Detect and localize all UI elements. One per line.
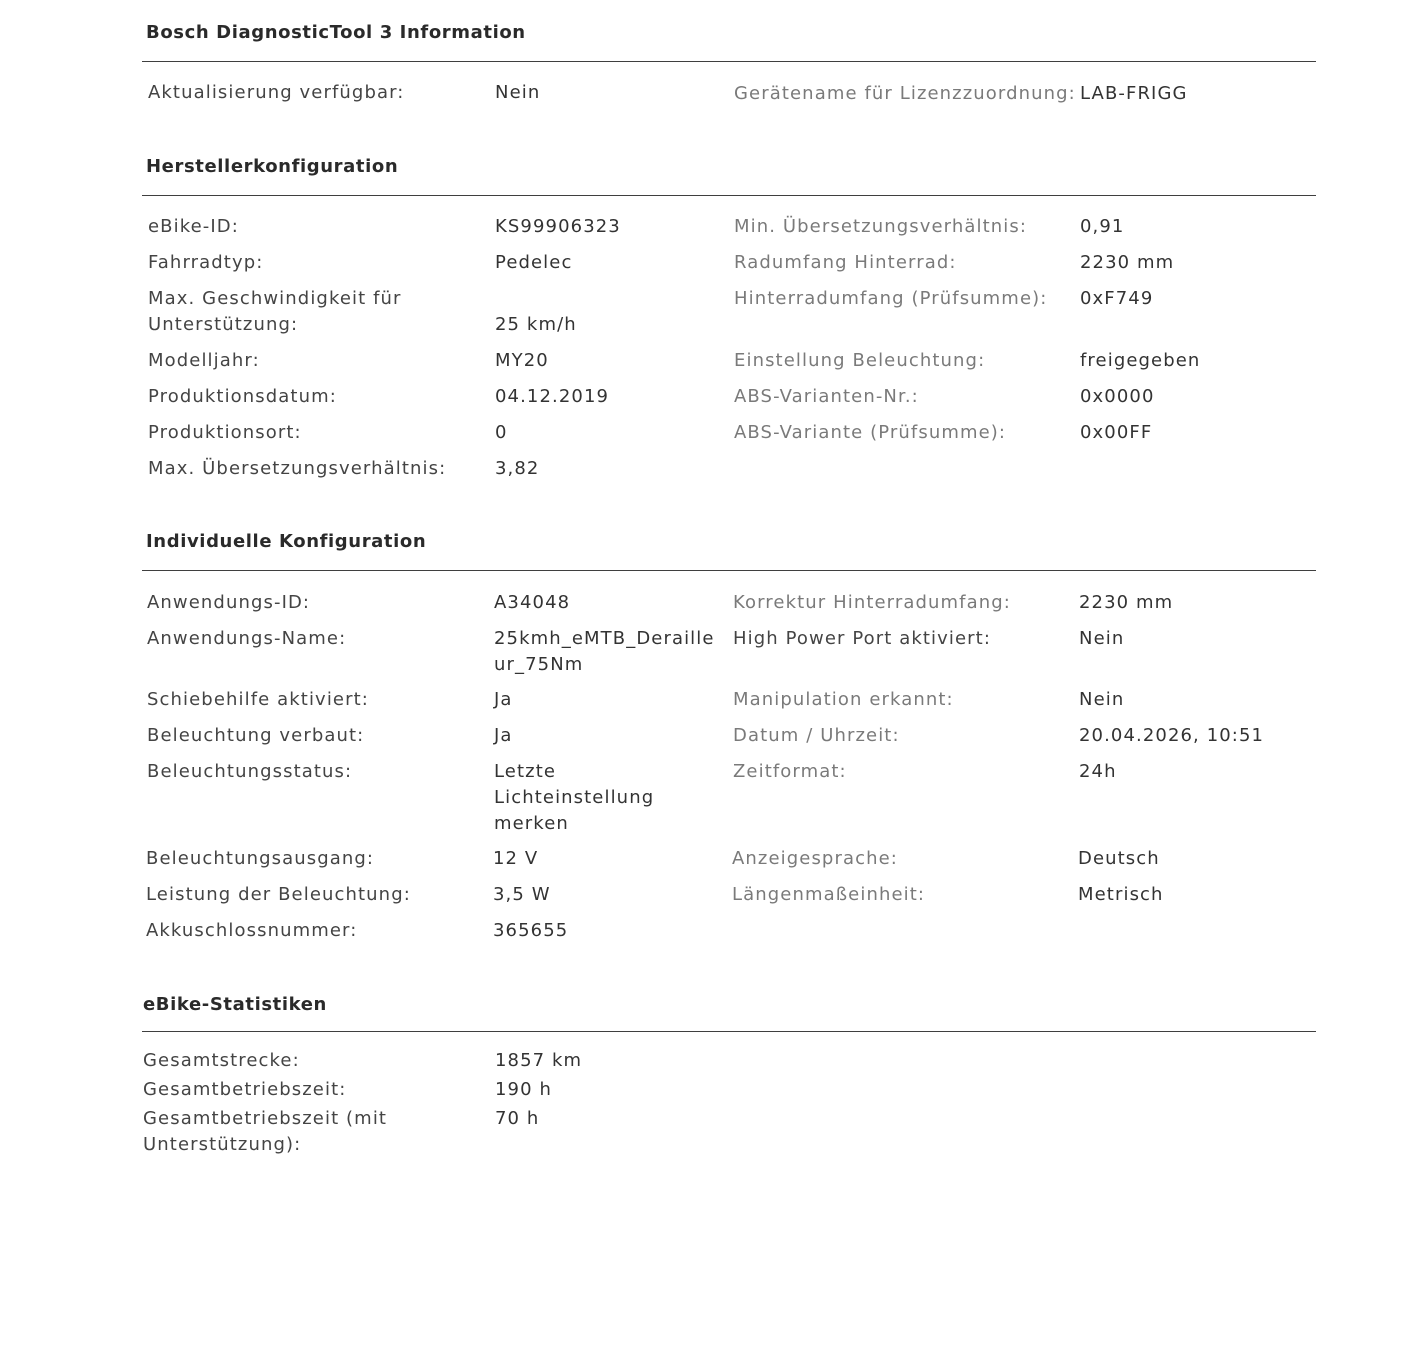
model-year-label: Modelljahr: bbox=[148, 350, 260, 371]
display-language-label: Anzeigesprache: bbox=[732, 848, 898, 869]
manipulation-detected-label: Manipulation erkannt: bbox=[733, 689, 954, 710]
display-language-value: Deutsch bbox=[1078, 848, 1160, 869]
section-title-statistics: eBike-Statistiken bbox=[143, 994, 327, 1015]
abs-variant-no-value: 0x0000 bbox=[1080, 386, 1155, 407]
wheel-checksum-label: Hinterradumfang (Prüfsumme): bbox=[734, 288, 1048, 309]
ebike-id-label: eBike-ID: bbox=[148, 216, 239, 237]
total-operating-time-value: 190 h bbox=[495, 1079, 552, 1100]
length-unit-label: Längenmaßeinheit: bbox=[732, 884, 926, 905]
section-divider bbox=[142, 570, 1316, 571]
lighting-status-value: Letzte Lichteinstellung merken bbox=[494, 761, 655, 834]
lighting-status-label: Beleuchtungsstatus: bbox=[147, 761, 353, 782]
max-speed-label: Max. Geschwindigkeit für Unterstützung: bbox=[148, 288, 402, 335]
high-power-port-value: Nein bbox=[1079, 628, 1125, 649]
assisted-operating-time-label: Gesamtbetriebszeit (mit Unterstützung): bbox=[143, 1108, 388, 1155]
time-format-label: Zeitformat: bbox=[733, 761, 847, 782]
push-assist-label: Schiebehilfe aktiviert: bbox=[147, 689, 369, 710]
lighting-output-label: Beleuchtungsausgang: bbox=[146, 848, 375, 869]
wheel-circumference-value: 2230 mm bbox=[1080, 252, 1175, 273]
lighting-power-label: Leistung der Beleuchtung: bbox=[146, 884, 411, 905]
production-site-value: 0 bbox=[495, 422, 508, 443]
update-available-label: Aktualisierung verfügbar: bbox=[148, 82, 405, 103]
application-id-label: Anwendungs-ID: bbox=[147, 592, 311, 613]
date-time-label: Datum / Uhrzeit: bbox=[733, 725, 900, 746]
lighting-setting-label: Einstellung Beleuchtung: bbox=[734, 350, 986, 371]
push-assist-value: Ja bbox=[494, 689, 513, 710]
length-unit-value: Metrisch bbox=[1078, 884, 1164, 905]
battery-lock-number-value: 365655 bbox=[493, 920, 569, 941]
assisted-operating-time-value: 70 h bbox=[495, 1108, 540, 1129]
production-date-value: 04.12.2019 bbox=[495, 386, 610, 407]
wheel-correction-label: Korrektur Hinterradumfang: bbox=[733, 592, 1011, 613]
date-time-value: 20.04.2026, 10:51 bbox=[1079, 725, 1265, 746]
section-title-individual: Individuelle Konfiguration bbox=[146, 531, 427, 552]
high-power-port-label: High Power Port aktiviert: bbox=[733, 628, 992, 649]
abs-variant-checksum-value: 0x00FF bbox=[1080, 422, 1153, 443]
device-name-value: LAB-FRIGG bbox=[1080, 83, 1188, 104]
time-format-value: 24h bbox=[1079, 761, 1117, 782]
production-site-label: Produktionsort: bbox=[148, 422, 302, 443]
abs-variant-checksum-label: ABS-Variante (Prüfsumme): bbox=[734, 422, 1007, 443]
section-title-tool-info: Bosch DiagnosticTool 3 Information bbox=[146, 22, 526, 43]
min-gear-ratio-label: Min. Übersetzungsverhältnis: bbox=[734, 216, 1027, 237]
production-date-label: Produktionsdatum: bbox=[148, 386, 337, 407]
wheel-checksum-value: 0xF749 bbox=[1080, 288, 1154, 309]
battery-lock-number-label: Akkuschlossnummer: bbox=[146, 920, 358, 941]
lighting-installed-label: Beleuchtung verbaut: bbox=[147, 725, 365, 746]
device-name-label: Gerätename für Lizenzzuordnung: bbox=[734, 83, 1076, 104]
min-gear-ratio-value: 0,91 bbox=[1080, 216, 1125, 237]
application-name-label: Anwendungs-Name: bbox=[147, 628, 347, 649]
total-operating-time-label: Gesamtbetriebszeit: bbox=[143, 1079, 347, 1100]
max-speed-value: 25 km/h bbox=[495, 314, 577, 335]
section-divider bbox=[142, 61, 1316, 62]
model-year-value: MY20 bbox=[495, 350, 549, 371]
section-title-manufacturer: Herstellerkonfiguration bbox=[146, 156, 399, 177]
ebike-id-value: KS99906323 bbox=[495, 216, 621, 237]
application-name-value: 25kmh_eMTB_Derailleur_75Nm bbox=[494, 628, 715, 675]
max-gear-ratio-value: 3,82 bbox=[495, 458, 540, 479]
lighting-power-value: 3,5 W bbox=[493, 884, 551, 905]
abs-variant-no-label: ABS-Varianten-Nr.: bbox=[734, 386, 919, 407]
lighting-installed-value: Ja bbox=[494, 725, 513, 746]
bike-type-label: Fahrradtyp: bbox=[148, 252, 264, 273]
bike-type-value: Pedelec bbox=[495, 252, 573, 273]
section-divider bbox=[142, 1031, 1316, 1032]
application-id-value: A34048 bbox=[494, 592, 571, 613]
wheel-correction-value: 2230 mm bbox=[1079, 592, 1174, 613]
lighting-output-value: 12 V bbox=[493, 848, 539, 869]
total-distance-label: Gesamtstrecke: bbox=[143, 1050, 300, 1071]
total-distance-value: 1857 km bbox=[495, 1050, 583, 1071]
manipulation-detected-value: Nein bbox=[1079, 689, 1125, 710]
wheel-circumference-label: Radumfang Hinterrad: bbox=[734, 252, 957, 273]
max-gear-ratio-label: Max. Übersetzungsverhältnis: bbox=[148, 458, 447, 479]
section-divider bbox=[142, 195, 1316, 196]
lighting-setting-value: freigegeben bbox=[1080, 350, 1201, 371]
update-available-value: Nein bbox=[495, 82, 541, 103]
